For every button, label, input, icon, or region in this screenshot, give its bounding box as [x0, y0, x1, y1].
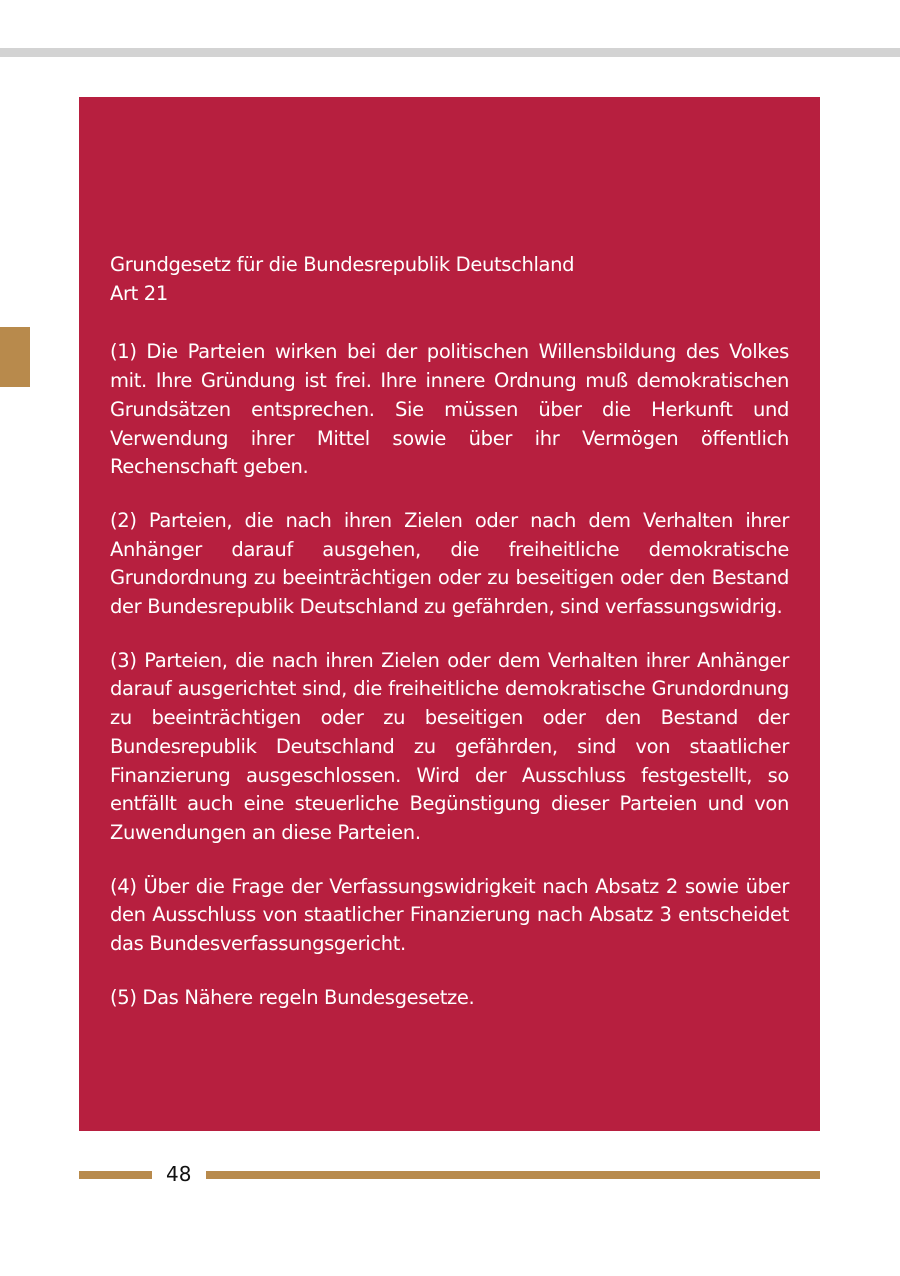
- paragraph-2: (2) Parteien, die nach ihren Zielen oder nach dem Verhalten ihrer Anhänger darauf ausgehen, die freiheitliche demokratische Grundordnung zu beeinträchtigen oder zu beseitigen oder den Bestand der Bundesrepublik Deutschland zu gefährden, sind verfassungswidrig.: [110, 508, 789, 619]
- law-text-content: [110, 251, 789, 1012]
- top-rule: [0, 48, 900, 57]
- footer-rule-left: [79, 1171, 152, 1179]
- paragraph-1: (1) Die Parteien wirken bei der politischen Willensbildung des Volkes mit. Ihre Gründung ist frei. Ihre innere Ordnung muß demokratischen Grundsätzen entsprechen. Sie müssen über die Herkunft und Verwendung ihrer Mittel sowie über ihr Vermögen öffentlich Rechenschaft geben.: [110, 340, 789, 479]
- footer-rule-right: [206, 1171, 820, 1179]
- paragraph-4: (4) Über die Frage der Verfassungswidrigkeit nach Absatz 2 sowie über den Ausschluss von staatlicher Finanzierung nach Absatz 3 entscheidet das Bundesverfassungsgericht.: [110, 874, 789, 956]
- law-text-panel: [79, 97, 820, 1131]
- page-number: 48: [166, 1162, 192, 1186]
- paragraph-5: (5) Das Nähere regeln Bundesgesetze.: [110, 985, 475, 1009]
- document-title: Grundgesetz für die Bundesrepublik Deutschland: [110, 253, 575, 276]
- side-tab-marker: [0, 327, 30, 387]
- article-number: Art 21: [110, 281, 168, 305]
- paragraph-3: (3) Parteien, die nach ihren Zielen oder dem Verhalten ihrer Anhänger darauf ausgerichtet sind, die freiheitliche demokratische Grundordnung zu beeinträchtigen oder zu beseitigen oder den Bestand der Bundesrepublik Deutschland zu gefährden, sind von staatlicher Finanzierung ausgeschlossen. Wird der Ausschluss festgestellt, so entfällt auch eine steuerliche Begünstigung dieser Parteien und von Zuwendungen an diese Parteien.: [110, 648, 789, 844]
